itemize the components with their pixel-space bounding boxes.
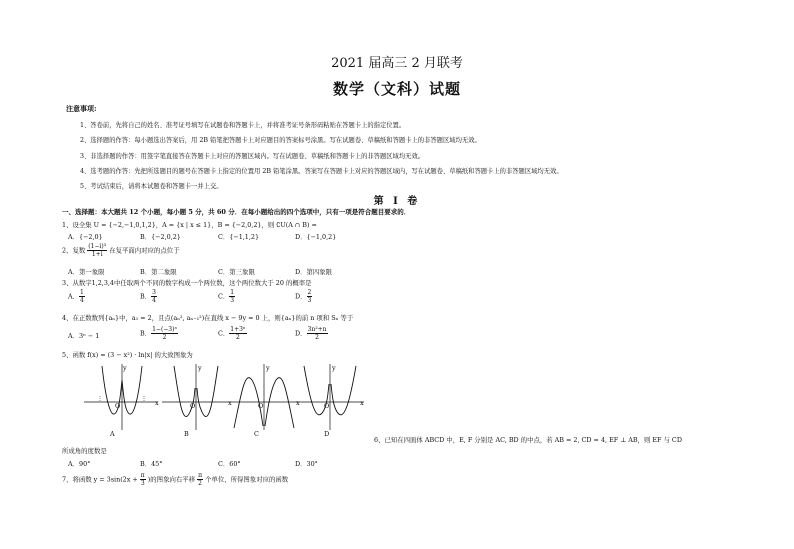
q4-frac-d-num: 3n²+n — [307, 326, 327, 333]
q3-frac-d-num: 2 — [307, 289, 312, 296]
q7-frac2-num: π — [198, 472, 203, 479]
q5-graph-c-y: y — [266, 364, 270, 372]
q5-graph-d — [294, 360, 366, 432]
q4-option-c — [218, 326, 247, 341]
q2-stem — [62, 243, 180, 258]
q7-stem-mid: )的图象向右平移 — [147, 475, 196, 484]
q3-frac-b-num: 3 — [152, 289, 156, 296]
q3-frac-a — [79, 289, 85, 304]
q7-frac1 — [140, 472, 146, 487]
q3-label-d: D． — [295, 292, 307, 301]
q4-stem: 4、在正数数列{aₙ}中，a₁ = 2，且点(aₙ², aₙ₋₁²)在直线 x − 9y = 0 上，则{aₙ}的前 n 项和 Sₙ 等于 — [62, 314, 354, 322]
q4-frac-d — [307, 326, 328, 341]
q5-graph-b-o: O — [190, 402, 196, 410]
q3-frac-a-num: 1 — [80, 289, 84, 296]
notice-item-2: 2、选择题的作答：每小题选出答案后，用 2B 铅笔把答题卡上对应题目的答案标号涂黑。写在试题卷、草稿纸和答题卡上的非答题区域均无效。 — [80, 137, 481, 144]
q7-frac2-den: 2 — [198, 480, 202, 487]
q6-option-a: A．90° — [68, 460, 91, 468]
section-instruction: 一、选择题：本大题共 12 个小题，每小题 5 分，共 60 分．在每小题给出的四个选项中，只有一项是符合题目要求的． — [62, 208, 411, 216]
q7-frac1-num: π — [140, 472, 145, 479]
q5-graph-c — [228, 360, 300, 432]
notice-item-5: 5、考试结束后，请将本试题卷和答题卡一并上交。 — [80, 183, 223, 190]
q3-frac-a-den: 4 — [80, 297, 84, 304]
q5-graph-b-x: x — [228, 399, 232, 407]
q4-label-b: B． — [140, 329, 152, 338]
q1-option-b: B．{−2,0,2} — [140, 233, 181, 241]
q5-graph-a — [82, 360, 162, 432]
q2-option-a: A．第一象限 — [68, 268, 105, 276]
q3-option-a — [68, 289, 85, 304]
notice-item-1: 1、答卷前，先将自己的姓名、准考证号填写在试题卷和答题卡上，并将准考证号条形码粘贴在答题卡上的指定位置。 — [80, 122, 406, 129]
notice-item-3: 3、非选择题的作答：用签字笔直接答在答题卡上对应的答题区域内。写在试题卷、草稿纸和答题卡上的非答题区域均无效。 — [80, 153, 425, 160]
q5-graph-d-label: D — [324, 430, 330, 438]
q4-frac-c — [229, 326, 246, 341]
q3-frac-c — [229, 289, 235, 304]
q3-label-b: B． — [140, 292, 152, 301]
q3-frac-c-den: 3 — [230, 297, 235, 304]
q2-option-b: B．第二象限 — [140, 268, 177, 276]
q2-option-d: D．第四象限 — [295, 268, 333, 276]
q6-stem-tail: 所成角的度数是 — [62, 447, 107, 455]
q5-graph-a-y: y — [123, 364, 127, 372]
q7-stem — [62, 472, 288, 487]
q3-option-b — [140, 289, 157, 304]
q5-graph-d-x: x — [360, 399, 364, 407]
q7-stem-post: 个单位，所得图象对应的函数 — [205, 475, 289, 484]
q5-graph-c-label: C — [254, 430, 259, 438]
q4-frac-b-num: 1−(−3)ⁿ — [152, 326, 178, 333]
q3-frac-b-den: 4 — [152, 297, 156, 304]
q4-frac-d-den: 2 — [315, 334, 319, 341]
q1-option-c: C．{−1,1,2} — [218, 233, 260, 241]
q6-option-c: C．60° — [218, 460, 241, 468]
q4-label-c: C． — [218, 329, 230, 338]
q2-frac-num: (1−i)³ — [88, 243, 107, 250]
q4-option-a: A．3ⁿ − 1 — [68, 332, 100, 340]
q5-graph-d-o: O — [324, 402, 330, 410]
q4-frac-c-den: 2 — [236, 334, 240, 341]
q2-stem-pre: 2、复数 — [62, 246, 86, 255]
q5-graph-d-y: y — [332, 364, 336, 372]
q7-frac1-den: 3 — [140, 480, 145, 487]
q1-option-d: D．{−1,0,2} — [295, 233, 337, 241]
q5-graph-b-y: y — [198, 364, 202, 372]
q5-graph-c-x: x — [296, 399, 300, 407]
q4-option-d — [295, 326, 328, 341]
q7-frac2 — [197, 472, 203, 487]
q3-label-a: A． — [68, 292, 80, 301]
q3-stem: 3、从数字1,2,3,4中任取两个不同的数字构成一个两位数，这个两位数大于 20 的概率是 — [62, 279, 312, 287]
q3-frac-d-den: 3 — [307, 297, 312, 304]
q2-option-c: C．第三象限 — [218, 268, 255, 276]
q2-fraction — [87, 243, 107, 258]
q2-frac-den: 1+i — [91, 251, 103, 258]
q5-graph-a-label: A — [110, 430, 115, 438]
q1-stem: 1、设全集 U = {−2,−1,0,1,2}，A = {x | x ≤ 1}，B = {−2,0,2}，则 ∁U(A ∩ B) = — [62, 221, 317, 229]
q5-stem: 5、函数 f(x) = (3 − x²) · ln|x| 的大致图象为 — [62, 351, 193, 359]
q4-frac-c-num: 1+3ⁿ — [230, 326, 246, 333]
q4-frac-b — [151, 326, 178, 341]
q5-graph-a-o: O — [115, 402, 121, 410]
q1-option-a: A．{−2,0} — [68, 233, 103, 241]
q4-option-b — [140, 326, 178, 341]
q5-graph-b — [160, 360, 232, 432]
q3-option-c — [218, 289, 235, 304]
q3-frac-d — [307, 289, 313, 304]
q6-option-d: D．30° — [295, 460, 318, 468]
q5-graph-a-x: x — [155, 399, 159, 407]
exam-title: 2021 届高三 2 月联考 — [331, 56, 463, 71]
q3-frac-b — [151, 289, 157, 304]
q3-frac-c-num: 1 — [230, 289, 235, 296]
q6-option-b: B．45° — [140, 460, 163, 468]
q3-option-d — [295, 289, 312, 304]
section-heading: 第 Ⅰ 卷 — [373, 196, 421, 207]
q7-stem-pre: 7、将函数 y = 3sin(2x + — [62, 475, 138, 484]
q5-graph-b-label: B — [184, 430, 189, 438]
q3-label-c: C． — [218, 292, 230, 301]
q5-graph-c-o: O — [258, 402, 264, 410]
notice-heading: 注意事项: — [66, 104, 97, 113]
q2-stem-post: 在复平面内对应的点位于 — [109, 246, 180, 255]
q4-frac-b-den: 2 — [162, 334, 167, 341]
subject-title: 数学（文科）试题 — [332, 80, 461, 98]
q4-label-d: D． — [295, 329, 307, 338]
q6-stem: 6、已知在四面体 ABCD 中，E, F 分别是 AC, BD 的中点，若 AB = 2, CD = 4, EF ⊥ AB，则 EF 与 CD — [374, 436, 682, 444]
notice-item-4: 4、选考题的作答：先把所选题目的题号在答题卡上指定的位置用 2B 铅笔涂黑。答案写在答题卡上对应的答题区域内，写在试题卷、草稿纸和答题卡上的非答题区域均无效。 — [80, 168, 563, 175]
